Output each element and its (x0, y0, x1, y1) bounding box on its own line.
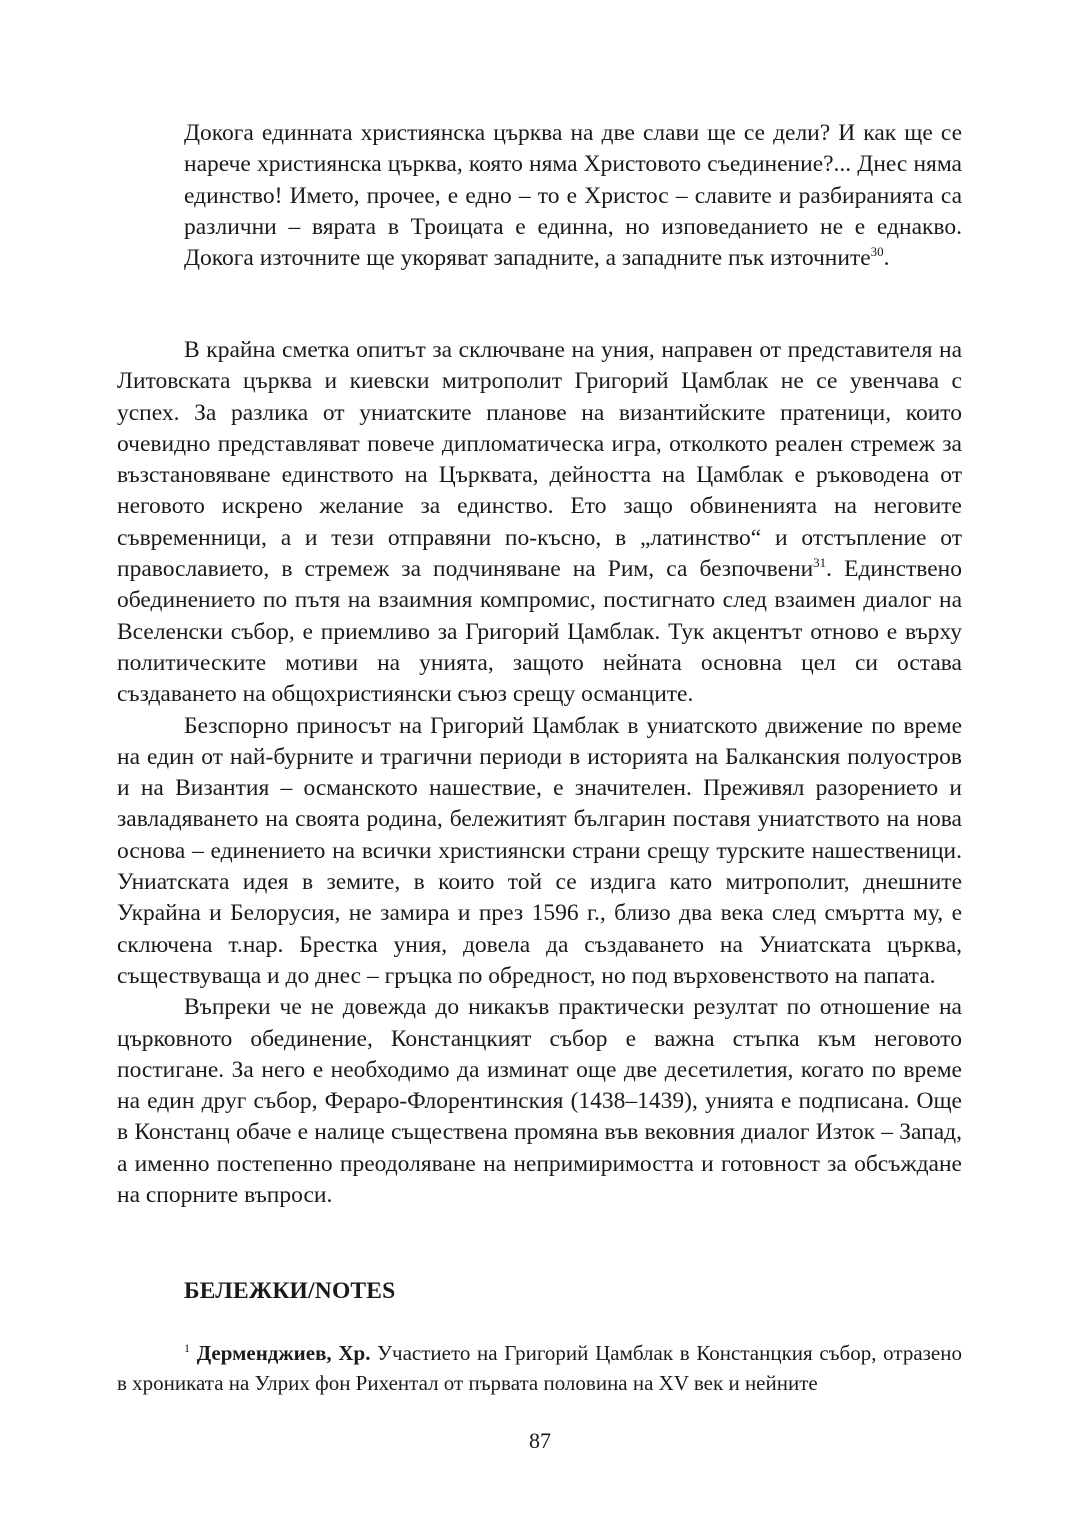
page-number: 87 (529, 1428, 551, 1453)
footnote-number: 1 (184, 1341, 190, 1355)
block-quote (184, 118, 962, 274)
footnote-ref-31[interactable]: 31 (813, 555, 827, 571)
notes-heading: БЕЛЕЖКИ/NOTES (184, 1278, 396, 1304)
footnote-ref-30[interactable]: 30 (870, 244, 884, 260)
body-text (117, 335, 962, 1211)
paragraph-3: Въпреки че не довежда до никакъв практически резултат по отношение на църковното обединение, Констанцкият събор е важна стъпка към неговото постигане. За него е необходимо да изминат още две десетилетия, когато по време на един друг събор, Фераро-Флорентинския (1438–1439), унията е подписана. Още в Констанц обаче е налице съществена промяна във вековния диалог Изток – Запад, а именно постепенно преодоляване на непримиримостта и готовност за обсъждане на спорните въпроси. (117, 994, 962, 1209)
paragraph-1-part2: . Единствено обединението по пътя на взаимния компромис, постигнато след взаимен диалог на Вселенски събор, е приемливо за Григорий Цамблак. Тук акцентът отново е върху политическите мотиви на унията, защото нейната основна цел си остава създаването на общохристиянски съюз срещу османците. (117, 556, 962, 708)
paragraph-1-part1: В крайна сметка опитът за сключване на уния, направен от представителя на Литовската църква и киевски митрополит Григорий Цамблак не се увенчава с успех. За разлика от униатските планове на византийските пратеници, които очевидно представляват повече дипломатическа игра, отколкото реален стремеж за възстановяване единството на Църквата, дейността на Цамблак е ръководена от неговото искрено желание за единство. Ето защо обвиненията на неговите съвременници, а и тези отправяни по-късно, в „латинство“ и отстъпление от православието, в стремеж за подчиняване на Рим, са безпочвени (117, 337, 962, 583)
footnote-text: Участието на Григорий Цамблак в Констанцкия събор, отразено в хрониката на Улрих фон Рихентал от първата половина на XV век и нейните (117, 1341, 962, 1395)
quote-end: . (883, 245, 890, 272)
paragraph-2: Безспорно приносът на Григорий Цамблак в униатското движение по време на един от най-бурните и трагични периоди в историята на Балканския полуостров и на Византия – османското нашествие, е значителен. Преживял разорението и завладяването на своята родина, бележитият българин поставя униатството на нова основа – единението на всички християнски страни срещу турските нашественици. Униатската идея в земите, в които той се издига като митрополит, днешните Украйна и Белорусия, не замира и през 1596 г., близо два века след смъртта му, е сключена т.нар. Брестка уния, довела да създаването на Униатската църква, съществуваща и до днес – гръцка по обредност, но под върховенството на папата. (117, 712, 962, 989)
footnote-author: Дерменджиев, Хр. (196, 1341, 371, 1365)
footnotes (117, 1338, 962, 1398)
paragraph-1 (117, 335, 962, 711)
footnote-item (117, 1338, 962, 1398)
quote-text: Докога единната християнска църква на две слави ще се дели? И как ще се нарече християнска църква, която няма Христовото съединение?... Днес няма единство! Името, прочее, е едно – то е Христос – славите и разбиранията са различни – вярата в Троицата е единна, но изповеданието не е еднакво. Докога източните ще укоряват западните, а западните пък източните (184, 120, 962, 272)
